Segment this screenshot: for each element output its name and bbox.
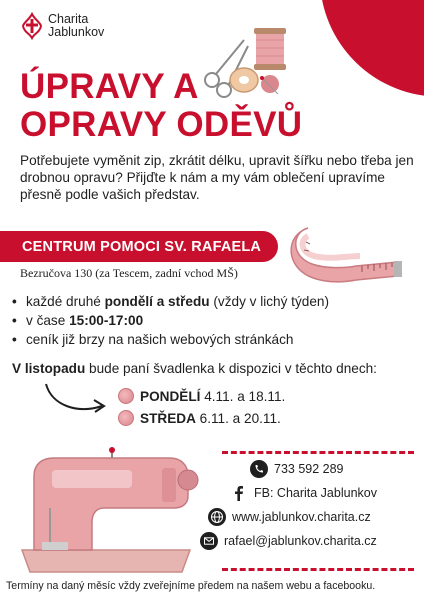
contact-phone	[250, 457, 424, 481]
dates-list	[118, 385, 285, 429]
date-item-wednesday	[118, 407, 285, 429]
globe-icon	[208, 508, 226, 526]
divider	[222, 451, 414, 454]
pin-icon	[118, 388, 134, 404]
title-line-2: OPRAVY ODĚVŮ	[20, 105, 303, 144]
logo-line-2: Jablunkov	[48, 25, 105, 39]
footer-note: Termíny na daný měsíc vždy zveřejníme předem na našem webu a facebooku.	[6, 580, 376, 592]
pin-icon	[118, 410, 134, 426]
arrow-icon	[42, 380, 112, 416]
day-name: STŘEDA	[140, 410, 196, 426]
bullet-dot: •	[12, 294, 17, 309]
bullet-2-text: v čase	[26, 313, 70, 328]
contact-facebook	[230, 481, 407, 505]
charita-cross-icon	[20, 12, 44, 40]
center-banner	[0, 231, 278, 262]
address: Bezručova 130 (za Tescem, zadní vchod MŠ)	[20, 266, 238, 280]
date-item-monday	[118, 385, 285, 407]
bullet-dot: •	[12, 313, 17, 328]
intro-text: Potřebujete vyměnit zip, zkrátit délku, upravit šířku nebo třeba jen drobnou opravu? Přijďte k nám a my vám oblečení upravíme přesně podle vašich představ.	[20, 153, 414, 202]
contact-web	[208, 505, 385, 529]
facebook-link[interactable]: FB: Charita Jablunkov	[254, 486, 377, 500]
november-intro	[12, 361, 377, 376]
title-line-1: ÚPRAVY A	[20, 67, 199, 106]
email-link[interactable]: rafael@jablunkov.charita.cz	[224, 534, 377, 548]
contact-email	[200, 529, 377, 553]
contact-block	[200, 457, 377, 553]
list-item	[12, 330, 412, 349]
day-dates: 6.11. a 20.11.	[195, 410, 281, 426]
bullet-1-text: každé druhé	[26, 294, 105, 309]
november-rest: bude paní švadlenka k dispozici v těchto dnech:	[85, 361, 377, 376]
sewing-machine-illustration	[12, 446, 200, 578]
day-dates: 4.11. a 18.11.	[200, 388, 286, 404]
bullet-dot: •	[12, 332, 17, 347]
logo-line-1: Charita	[48, 12, 89, 26]
november-bold: V listopadu	[12, 361, 86, 376]
facebook-icon	[230, 484, 248, 502]
bullet-1-bold: pondělí a středu	[104, 294, 210, 309]
list-item	[12, 292, 412, 311]
bullet-2-bold: 15:00-17:00	[69, 313, 144, 328]
schedule-list	[12, 292, 412, 349]
mail-icon	[200, 532, 218, 550]
bullet-3-text: ceník již brzy na našich webových stránkách	[26, 332, 294, 347]
phone-number[interactable]: 733 592 289	[274, 462, 344, 476]
center-name: CENTRUM POMOCI SV. RAFAELA	[22, 238, 262, 255]
divider	[222, 568, 414, 571]
website-link[interactable]: www.jablunkov.charita.cz	[232, 510, 371, 524]
bullet-1-tail: (vždy v lichý týden)	[209, 294, 329, 309]
measuring-tape-illustration	[286, 222, 406, 294]
phone-icon	[250, 460, 268, 478]
charita-logo	[20, 12, 104, 40]
list-item	[12, 311, 412, 330]
corner-decoration	[304, 0, 424, 100]
day-name: PONDĚLÍ	[140, 388, 201, 404]
page-title	[20, 68, 302, 144]
